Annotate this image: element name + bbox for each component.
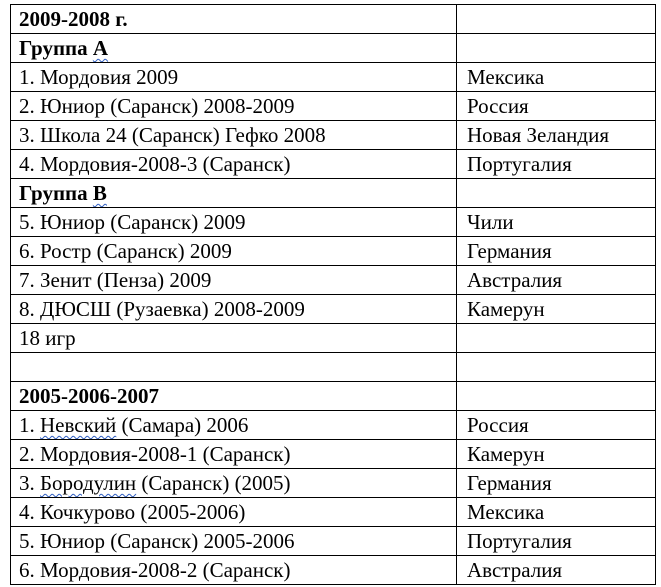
table-row	[11, 266, 656, 295]
country-cell: Австралия	[457, 266, 656, 295]
section-1-title-row	[11, 5, 656, 34]
table-row	[11, 527, 656, 556]
country-cell: Мексика	[457, 498, 656, 527]
table-row	[11, 498, 656, 527]
empty-cell	[457, 382, 656, 411]
table-row	[11, 121, 656, 150]
table-row	[11, 150, 656, 179]
team-number: 3.	[19, 471, 40, 495]
team-cell: 5. Юниор (Саранск) 2005-2006	[11, 527, 457, 556]
group-b-heading-prefix: Группа	[19, 181, 93, 205]
group-a-heading-letter: А	[92, 36, 109, 60]
team-cell: 4. Мордовия-2008-3 (Саранск)	[11, 150, 457, 179]
team-cell: 3. Школа 24 (Саранск) Гефко 2008	[11, 121, 457, 150]
empty-cell	[11, 353, 457, 382]
empty-cell	[457, 179, 656, 208]
section-1-title: 2009-2008 г.	[11, 5, 457, 34]
country-cell: Чили	[457, 208, 656, 237]
teams-table	[10, 4, 656, 585]
empty-cell	[457, 353, 656, 382]
games-count: 18 игр	[11, 324, 457, 353]
table-row	[11, 237, 656, 266]
country-cell: Португалия	[457, 150, 656, 179]
section-2-title: 2005-2006-2007	[11, 382, 457, 411]
table-row	[11, 440, 656, 469]
empty-cell	[457, 5, 656, 34]
team-cell: 6. Мордовия-2008-2 (Саранск)	[11, 556, 457, 585]
table-row	[11, 208, 656, 237]
team-details: (Самара) 2006	[116, 413, 249, 437]
team-cell: 4. Кочкурово (2005-2006)	[11, 498, 457, 527]
team-name-underlined: Бородулин	[40, 471, 137, 495]
team-cell: 1. Мордовия 2009	[11, 63, 457, 92]
team-cell: 5. Юниор (Саранск) 2009	[11, 208, 457, 237]
country-cell: Германия	[457, 469, 656, 498]
empty-cell	[457, 34, 656, 63]
team-number: 1.	[19, 413, 40, 437]
table-row	[11, 556, 656, 585]
country-cell: Новая Зеландия	[457, 121, 656, 150]
team-cell: 6. Ростр (Саранск) 2009	[11, 237, 457, 266]
group-b-heading-letter: В	[92, 181, 107, 205]
team-cell	[11, 469, 457, 498]
team-cell: 8. ДЮСШ (Рузаевка) 2008-2009	[11, 295, 457, 324]
table-row	[11, 469, 656, 498]
table-row	[11, 295, 656, 324]
country-cell: Германия	[457, 237, 656, 266]
country-cell: Мексика	[457, 63, 656, 92]
games-count-row	[11, 324, 656, 353]
group-a-heading-row	[11, 34, 656, 63]
section-2-title-row	[11, 382, 656, 411]
table-row	[11, 63, 656, 92]
team-cell: 7. Зенит (Пенза) 2009	[11, 266, 457, 295]
group-a-heading	[11, 34, 457, 63]
table-row	[11, 411, 656, 440]
country-cell: Россия	[457, 411, 656, 440]
group-b-heading	[11, 179, 457, 208]
group-b-heading-row	[11, 179, 656, 208]
country-cell: Португалия	[457, 527, 656, 556]
team-cell: 2. Мордовия-2008-1 (Саранск)	[11, 440, 457, 469]
team-name-underlined: Невский	[40, 413, 117, 437]
team-details: (Саранск) (2005)	[136, 471, 291, 495]
team-cell	[11, 411, 457, 440]
country-cell: Камерун	[457, 295, 656, 324]
empty-cell	[457, 324, 656, 353]
country-cell: Россия	[457, 92, 656, 121]
empty-row	[11, 353, 656, 382]
country-cell: Австралия	[457, 556, 656, 585]
table-row	[11, 92, 656, 121]
country-cell: Камерун	[457, 440, 656, 469]
team-cell: 2. Юниор (Саранск) 2008-2009	[11, 92, 457, 121]
group-a-heading-prefix: Группа	[19, 36, 93, 60]
